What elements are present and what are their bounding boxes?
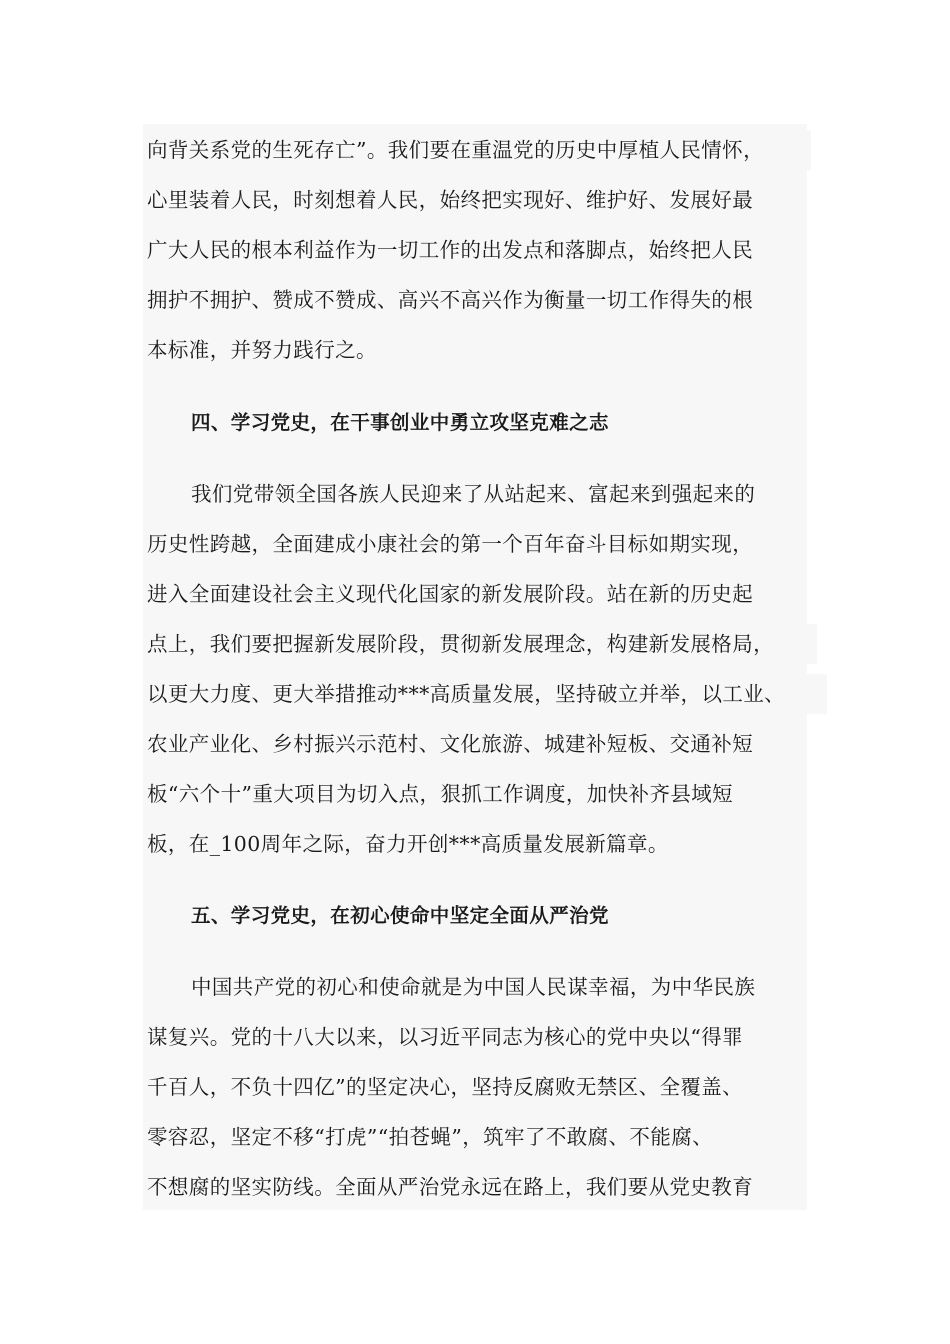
text-line: 点上，我们要把握新发展阶段，贯彻新发展理念，构建新发展格局， xyxy=(147,624,817,664)
text-line: 千百人，不负十四亿”的坚定决心，坚持反腐败无禁区、全覆盖、 xyxy=(147,1067,797,1107)
text-line: 中国共产党的初心和使命就是为中国人民谋幸福，为中华民族 xyxy=(191,967,755,1007)
text-line: 本标准，并努力践行之。 xyxy=(147,330,377,370)
text-line: 以更大力度、更大举措推动***高质量发展，坚持破立并举，以工业、 xyxy=(147,674,827,714)
text-line: 历史性跨越，全面建成小康社会的第一个百年奋斗目标如期实现， xyxy=(147,524,797,564)
text-line: 我们党带领全国各族人民迎来了从站起来、富起来到强起来的 xyxy=(191,474,755,514)
text-line: 谋复兴。党的十八大以来，以习近平同志为核心的党中央以“得罪 xyxy=(147,1017,797,1057)
text-line: 广大人民的根本利益作为一切工作的出发点和落脚点，始终把人民 xyxy=(147,230,797,270)
text-line: 拥护不拥护、赞成不赞成、高兴不高兴作为衡量一切工作得失的根 xyxy=(147,280,797,320)
text-line: 农业产业化、乡村振兴示范村、文化旅游、城建补短板、交通补短 xyxy=(147,724,797,764)
text-line: 板“六个十”重大项目为切入点，狠抓工作调度，加快补齐县域短 xyxy=(147,774,797,814)
text-line: 不想腐的坚实防线。全面从严治党永远在路上，我们要从党史教育 xyxy=(147,1167,807,1207)
text-line: 向背关系党的生死存亡”。我们要在重温党的历史中厚植人民情怀， xyxy=(147,130,811,170)
text-line: 心里装着人民，时刻想着人民，始终把实现好、维护好、发展好最 xyxy=(147,180,797,220)
text-line: 零容忍，坚定不移“打虎”“拍苍蝇”，筑牢了不敢腐、不能腐、 xyxy=(147,1117,797,1157)
section-heading: 四、学习党史，在干事创业中勇立攻坚克难之志 xyxy=(191,403,609,443)
text-line: 板，在_100周年之际，奋力开创***高质量发展新篇章。 xyxy=(147,824,669,864)
section-heading: 五、学习党史，在初心使命中坚定全面从严治党 xyxy=(191,896,609,936)
text-line: 进入全面建设社会主义现代化国家的新发展阶段。站在新的历史起 xyxy=(147,574,797,614)
